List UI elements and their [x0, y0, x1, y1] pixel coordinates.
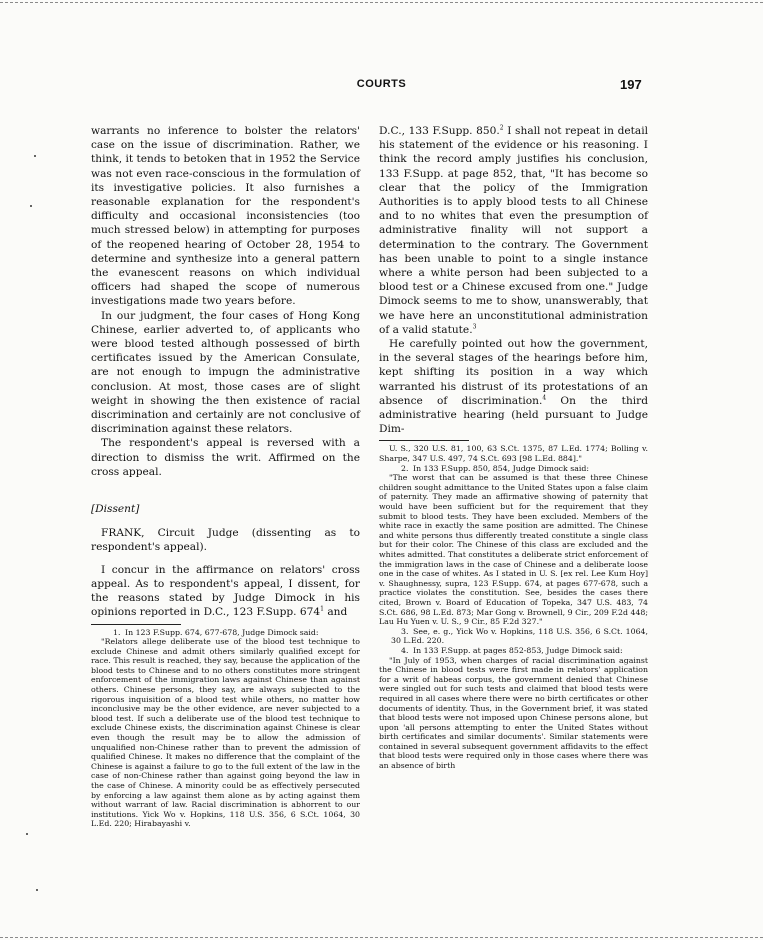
body-paragraph: FRANK, Circuit Judge (dissenting as to respondent's appeal). — [91, 527, 360, 554]
footnote-number: 3. — [401, 626, 409, 636]
footnote-2 — [379, 464, 648, 474]
scan-speck — [26, 833, 28, 835]
body-paragraph: In our judgment, the four cases of Hong Kong Chinese, earlier adverted to, of applicants who were blood tested although possessed of birth certificates issued by the American Consulate, are not enough to impugn the administrative conclusion. At most, those cases are of slight weight in showing the then existence of racial discrimination and certainly are not conclusive of discrimination against these relators. — [91, 309, 360, 436]
footnote-4 — [379, 646, 648, 656]
footnote-1 — [91, 628, 360, 638]
body-paragraph: The respondent's appeal is reversed with a direction to dismiss the writ. Affirmed on the cross appeal. — [91, 437, 360, 478]
footnote-rule — [379, 440, 469, 441]
paragraph-text: I concur in the affirmance on relators' cross appeal. As to respondent's appeal, I dissent, for the reasons stated by Judge Dimock in his opinions reported in D.C., 123 F.Supp. 674 — [91, 563, 360, 619]
scan-bottom-edge — [0, 937, 763, 938]
body-paragraph — [379, 124, 648, 337]
footnote-3 — [379, 627, 648, 646]
scan-speck — [30, 205, 32, 207]
footnote-number: 1. — [113, 627, 121, 637]
footnote-1-continued: U. S., 320 U.S. 81, 100, 63 S.Ct. 1375, 87 L.Ed. 1774; Bolling v. Sharpe, 347 U.S. 497, 74 S.Ct. 693 [98 L.Ed. 884]." — [379, 444, 648, 464]
footnote-rule — [91, 624, 181, 625]
footnote-text: In 133 F.Supp. 850, 854, Judge Dimock said: — [413, 463, 589, 473]
footnote-number: 2. — [401, 463, 409, 473]
left-column — [91, 124, 360, 829]
footnote-ref[interactable]: 4 — [542, 394, 547, 402]
right-column — [379, 124, 648, 771]
footnote-ref[interactable]: 2 — [499, 124, 504, 132]
footnote-ref[interactable]: 3 — [472, 323, 477, 331]
footnote-ref[interactable]: 1 — [320, 605, 324, 613]
dissent-heading: [Dissent] — [91, 503, 140, 516]
spacer — [91, 479, 360, 492]
body-paragraph: warrants no inference to bolster the relators' case on the issue of discrimination. Rather, we think, it tends to betoken that in 1952 the Service was not even race-conscious in the formulation of its investigative policies. It also furnishes a reasonable explanation for the respondent's difficulty and occasional inconsistencies (too much stressed below) in attempting for purposes of the reopened hearing of October 28, 1954 to determine and synthesize into a general pattern the evanescent reasons on which individual officers had shaped the scope of numerous investigations made two years before. — [91, 125, 360, 308]
body-paragraph — [379, 337, 648, 436]
footnote-text: See, e. g., Yick Wo v. Hopkins, 118 U.S. 356, 6 S.Ct. 1064, 30 L.Ed. 220. — [391, 626, 648, 646]
scan-top-edge — [0, 2, 763, 3]
paragraph-text: and — [327, 606, 348, 619]
page-number: 197 — [620, 77, 642, 92]
scan-speck — [34, 155, 36, 157]
paragraph-text: I shall not repeat in detail his statement of the evidence or his reasoning. I think the record amply justifies his conclusion, 133 F.Supp. at page 852, that, "It has become so clear that the policy of the Immigration Authorities is to apply blood tests to all Chinese and to no whites that even the presumption of administrative finality will not support a determination to the contrary. The Government has been unable to point to a single instance where a white person had been subjected to a blood test or a Chinese excused from one." Judge Dimock seems to me to show, unanswerably, that we have here an unconstitutional administration of a valid statute. — [379, 125, 648, 336]
spacer — [91, 555, 360, 563]
footnote-1-quote: "Relators allege deliberate use of the blood test technique to exclude Chinese and admit others similarly qualified except for race. This result is reached, they say, because the application of the blood tests to Chinese and to no others constitutes more stringent enforcement of the immigration laws against Chinese than against others. Chinese persons, they say, are always subjected to the rigorous inquisition of a blood test while others, no matter how inconclusive may be the other evidence, are never subjected to a blood test. If such a deliberate use of the blood test technique to exclude Chinese exists, the discrimination against Chinese is clear even though the result may be to allow the admission of unqualified non-Chinese rather than to prevent the admission of qualified Chinese. It makes no difference that the complaint of the Chinese is against a failure to go to the full extent of the law in the case of non-Chinese rather than against going beyond the law in the case of Chinese. A minority could be as effectively persecuted by enforcing a law against them alone as by acting against them without warrant of law. Racial discrimination is abhorrent to our institutions. Yick Wo v. Hopkins, 118 U.S. 356, 6 S.Ct. 1064, 30 L.Ed. 220; Hirabayashi v. — [91, 637, 360, 829]
footnote-number: 4. — [401, 645, 409, 655]
footnote-text: In 133 F.Supp. at pages 852-853, Judge Dimock said: — [413, 645, 623, 655]
running-header: COURTS — [356, 78, 407, 90]
footnote-2-quote: "The worst that can be assumed is that these three Chinese children sought admittance to the United States upon a false claim of paternity. They made an affirmative showing of paternity that would have been sufficient but for the requirement that they submit to blood tests. They have been excluded. Members of the white race in exactly the same position are admitted. The Chinese and white persons thus differently treated constitute a single class but for their color. The Chinese of this class are excluded and the whites admitted. That constitutes a deliberate strict enforcement of the immigration laws in the case of Chinese and a deliberate loose one in the case of whites. As I stated in U. S. [ex rel. Lee Kum Hoy] v. Shaughnessy, supra, 123 F.Supp. 674, at pages 677-678, such a practice violates the constitution. See, besides the cases there cited, Brown v. Board of Education of Topeka, 347 U.S. 483, 74 S.Ct. 686, 98 L.Ed. 873; Mar Gong v. Brownell, 9 Cir., 209 F.2d 448; Lau Hu Yuen v. U. S., 9 Cir., 85 F.2d 327." — [379, 473, 648, 627]
paragraph-text: D.C., 133 F.Supp. 850. — [379, 125, 500, 137]
footnote-text: In 123 F.Supp. 674, 677-678, Judge Dimock said: — [125, 627, 319, 637]
paragraph-text: He carefully pointed out how the government, in the several stages of the hearings before him, kept shifting its position in a way which warranted his distrust of its protestations of an absence of discrimination. — [379, 338, 648, 407]
body-paragraph — [91, 563, 360, 620]
footnote-4-quote: "In July of 1953, when charges of racial discrimination against the Chinese in blood tests were first made in relators' application for a writ of habeas corpus, the government denied that Chinese were singled out for such tests and claimed that blood tests were required in all cases where there were no birth certificates or other documents of identity. Thus, in the Government brief, it was stated that blood tests were not imposed upon Chinese persons alone, but upon 'all persons attempting to enter the United States without birth certificates and similar documents'. Similar statements were contained in several subsequent government affidavits to the effect that blood tests were required only in those cases where there was an absence of birth — [379, 655, 648, 771]
paragraph-text: On the third administrative hearing (held pursuant to Judge Dim- — [379, 394, 648, 436]
scan-speck — [36, 889, 38, 891]
